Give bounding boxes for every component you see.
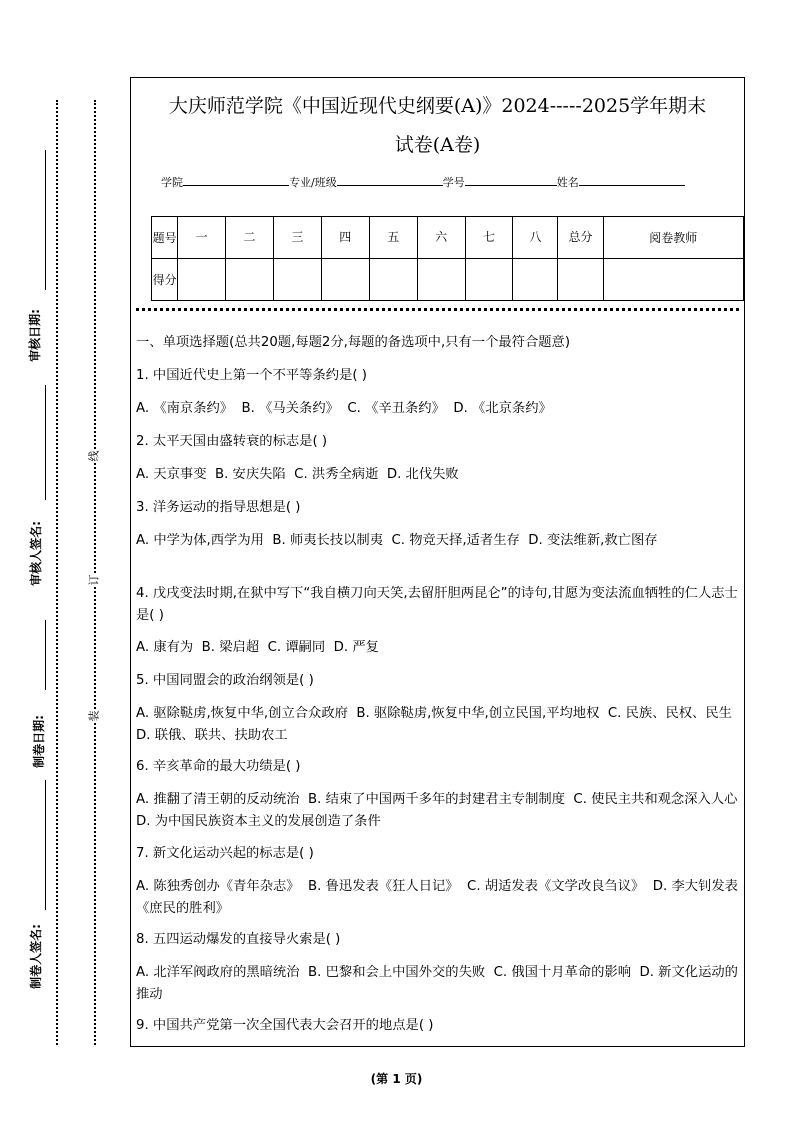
maker-date-underline: [45, 620, 46, 690]
question-8-options: A. 北洋军阀政府的黑暗统治 B. 巴黎和会上中国外交的失败 C. 俄国十月革命的影响 D. 新文化运动的推动: [136, 965, 738, 1002]
col-3: 三: [273, 217, 321, 259]
score-cell[interactable]: [273, 259, 321, 301]
col-7: 七: [465, 217, 513, 259]
score-cell[interactable]: [417, 259, 465, 301]
row-label-score: 得分: [152, 259, 178, 301]
student-info-row: [161, 174, 685, 190]
col-4: 四: [321, 217, 369, 259]
score-table-score-row: [152, 259, 744, 301]
section-divider: [136, 308, 739, 311]
maker-sign-label: 制卷人签名:: [28, 924, 43, 989]
score-cell[interactable]: [178, 259, 226, 301]
college-label: 学院: [161, 176, 183, 189]
question-9: 9. 中国共产党第一次全国代表大会召开的地点是( ): [136, 1018, 434, 1033]
row-label-question-no: 题号: [152, 217, 178, 259]
score-cell[interactable]: [465, 259, 513, 301]
page-number: (第 1 页): [370, 1072, 423, 1086]
score-cell-total[interactable]: [558, 259, 603, 301]
score-cell[interactable]: [369, 259, 417, 301]
major-field[interactable]: [337, 174, 443, 186]
score-cell-grader[interactable]: [603, 259, 743, 301]
col-8: 八: [513, 217, 558, 259]
question-8: 8. 五四运动爆发的直接导火索是( ): [136, 932, 341, 947]
question-3-options: A. 中学为体,西学为用 B. 师夷长技以制夷 C. 物竞天择,适者生存 D. 变法维新,救亡图存: [136, 533, 658, 548]
margin-dotted-line-inner: [94, 100, 96, 1045]
question-7-options: A. 陈独秀创办《青年杂志》 B. 鲁迅发表《狂人日记》 C. 胡适发表《文学改良刍议》 D. 李大钊发表《庶民的胜利》: [136, 879, 738, 916]
name-field[interactable]: [579, 174, 685, 186]
question-7: 7. 新文化运动兴起的标志是( ): [136, 846, 314, 861]
student-id-field[interactable]: [465, 174, 557, 186]
question-2: 2. 太平天国由盛转衰的标志是( ): [136, 434, 328, 449]
margin-line-char: 线: [87, 450, 101, 462]
question-1: 1. 中国近代史上第一个不平等条约是( ): [136, 368, 367, 383]
section1-heading: 一、单项选择题(总共20题,每题2分,每题的备选项中,只有一个最符合题意): [136, 335, 571, 350]
question-6: 6. 辛亥革命的最大功绩是( ): [136, 759, 301, 774]
score-table-header-row: [152, 217, 744, 259]
score-cell[interactable]: [513, 259, 558, 301]
college-field[interactable]: [183, 174, 289, 186]
question-6-options: A. 推翻了清王朝的反动统治 B. 结束了中国两千多年的封建君主专制制度 C. 使民主共和观念深入人心 D. 为中国民族资本主义的发展创造了条件: [136, 792, 746, 829]
score-cell[interactable]: [226, 259, 274, 301]
col-1: 一: [178, 217, 226, 259]
question-1-options: A. 《南京条约》 B. 《马关条约》 C. 《辛丑条约》 D. 《北京条约》: [136, 401, 552, 416]
student-id-label: 学号: [442, 176, 465, 189]
question-5-options: A. 驱除鞑虏,恢复中华,创立合众政府 B. 驱除鞑虏,恢复中华,创立民国,平均地权 C. 民族、民权、民生 D. 联俄、联共、扶助农工: [136, 706, 741, 743]
major-label: 专业/班级: [289, 176, 337, 189]
question-2-options: A. 天京事变 B. 安庆失陷 C. 洪秀全病逝 D. 北伐失败: [136, 467, 459, 482]
score-cell[interactable]: [321, 259, 369, 301]
reviewer-date-underline: [45, 150, 46, 290]
col-2: 二: [226, 217, 274, 259]
exam-paper-frame: [130, 77, 745, 1047]
question-4: 4. 戊戌变法时期,在狱中写下“我自横刀向天笑,去留肝胆两昆仑”的诗句,甘愿为变法流血牺牲的仁人志士是( ): [136, 586, 738, 623]
maker-sign-underline: [45, 780, 46, 910]
reviewer-sign-underline: [45, 385, 46, 500]
col-5: 五: [369, 217, 417, 259]
reviewer-date-label: 审核日期:: [27, 309, 42, 362]
col-grader: 阅卷教师: [603, 217, 743, 259]
name-label: 姓名: [556, 176, 579, 189]
col-total: 总分: [558, 217, 603, 259]
reviewer-sign-label: 审核人签名:: [28, 521, 43, 586]
question-4-options: A. 康有为 B. 梁启超 C. 谭嗣同 D. 严复: [136, 640, 379, 655]
question-3: 3. 洋务运动的指导思想是( ): [136, 500, 301, 515]
margin-seal-char: 装: [87, 710, 101, 722]
exam-title-line1: 大庆师范学院《中国近现代史纲要(A)》2024-----2025学年期末: [168, 95, 707, 117]
question-5: 5. 中国同盟会的政治纲领是( ): [136, 673, 314, 688]
margin-dotted-line-outer: [56, 100, 58, 1045]
margin-bind-char: 订: [87, 574, 101, 586]
maker-date-label: 制卷日期:: [31, 715, 46, 768]
exam-title-line2: 试卷(A卷): [394, 134, 481, 156]
col-6: 六: [417, 217, 465, 259]
score-table: [151, 216, 744, 301]
